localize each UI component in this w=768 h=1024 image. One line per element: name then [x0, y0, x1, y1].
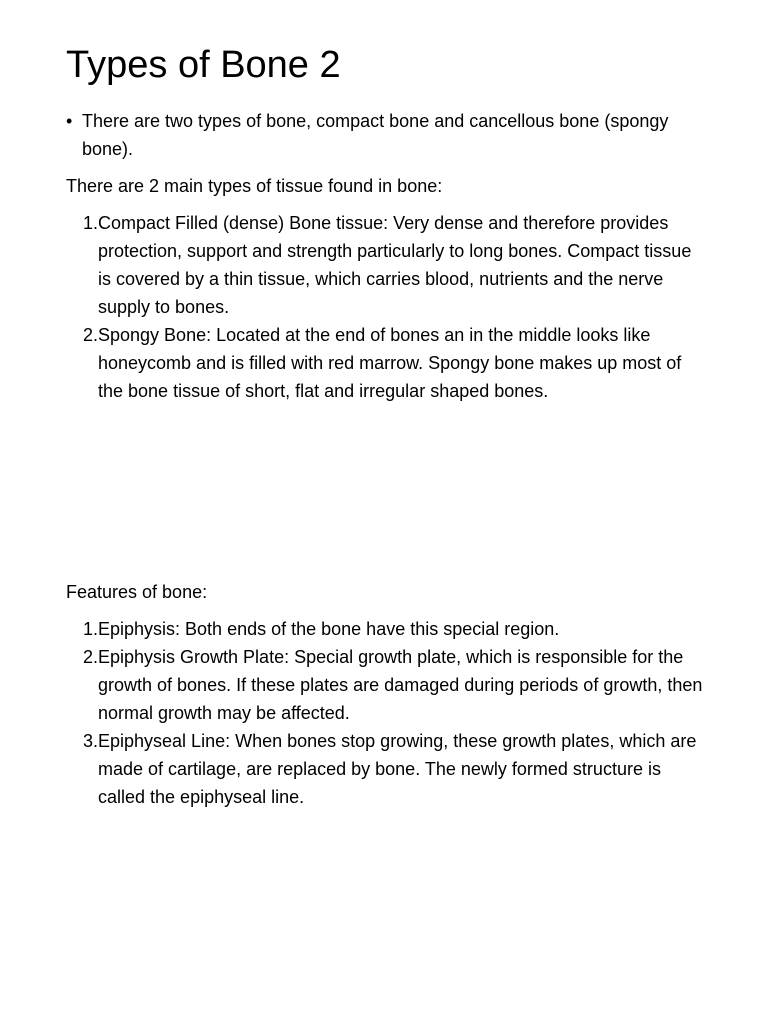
bullet-dot-icon: •: [66, 111, 73, 131]
list-item: [66, 209, 706, 321]
bone-features-list: [66, 615, 706, 811]
page-title: Types of Bone 2: [66, 44, 341, 86]
tissue-types-list: [66, 209, 706, 405]
list-item: [66, 727, 706, 811]
list-item-text: Epiphysis Growth Plate: Special growth plate, which is responsible for the growth of bones. If these plates are damaged during periods of growth, then normal growth may be affected.: [98, 647, 703, 723]
list-item-text: Epiphyseal Line: When bones stop growing, these growth plates, which are made of cartilage, are replaced by bone. The newly formed structure is called the epiphyseal line.: [98, 731, 697, 807]
list-item-text: Compact Filled (dense) Bone tissue: Very dense and therefore provides protection, support and strength particularly to long bones. Compact tissue is covered by a thin tissue, which carries blood, nutrients and the nerve supply to bones.: [98, 213, 692, 317]
list-item-text: Spongy Bone: Located at the end of bones an in the middle looks like honeycomb and is filled with red marrow. Spongy bone makes up most of the bone tissue of short, flat and irregular shaped bones.: [98, 325, 682, 401]
list-number: 3.: [82, 731, 98, 751]
list-number: 2.: [82, 647, 98, 667]
list-number: 1.: [82, 213, 98, 233]
list-number: 1.: [82, 619, 98, 639]
bullet-item: [66, 107, 706, 163]
features-intro-paragraph: Features of bone:: [66, 582, 208, 602]
list-item: [66, 321, 706, 405]
list-item-text: Epiphysis: Both ends of the bone have this special region.: [98, 619, 560, 639]
list-number: 2.: [82, 325, 98, 345]
tissue-intro-paragraph: There are 2 main types of tissue found in bone:: [66, 176, 443, 196]
list-item: [66, 643, 706, 727]
list-item: [66, 615, 706, 643]
bullet-text: There are two types of bone, compact bone and cancellous bone (spongy bone).: [82, 111, 669, 159]
bullet-list: [66, 107, 706, 163]
